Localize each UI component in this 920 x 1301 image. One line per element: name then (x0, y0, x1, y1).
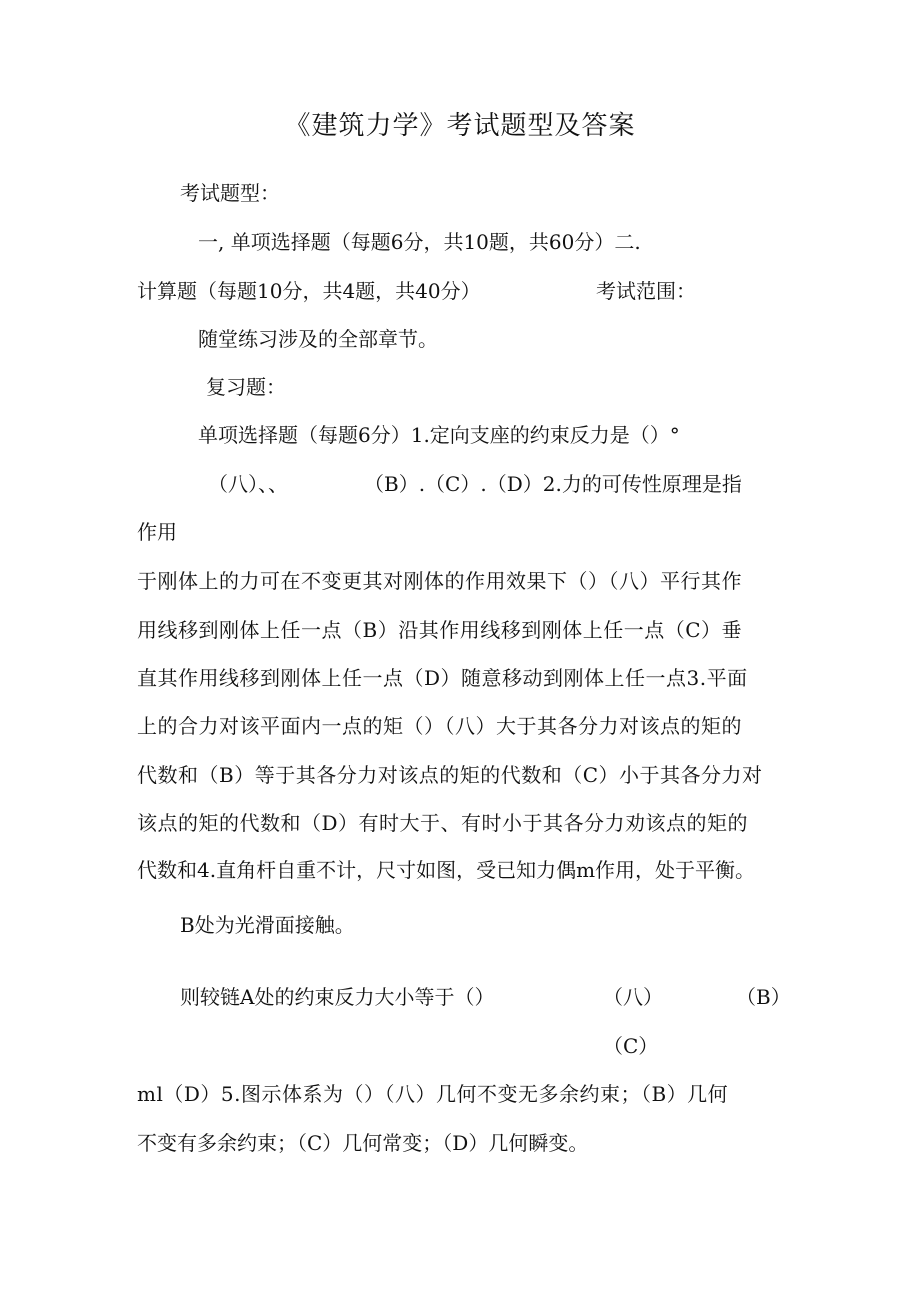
paragraph-line: 作用 (137, 520, 177, 544)
page-title: 《建筑力学》考试题型及答案 (284, 111, 636, 141)
exam-scope-heading: 考试范围： (596, 279, 696, 303)
option-b: （B） (736, 985, 791, 1009)
paragraph-line: 一, 单项选择题（每题6分，共10题，共60分）二. (198, 230, 641, 254)
paragraph-line: 代数和4.直角杆自重不计，尺寸如图，受已知力偶m作用，处于平衡。 (137, 858, 756, 882)
option-c: （C） (603, 1034, 659, 1058)
paragraph-line: 上的合力对该平面内一点的矩（）（八）大于其各分力对该点的矩的 (137, 714, 742, 738)
paragraph-line: B处为光滑面接触。 (180, 913, 355, 937)
paragraph-line: 不变有多余约束；（C）几何常变；（D）几何瞬变。 (137, 1131, 589, 1155)
paragraph-line: 用线移到刚体上任一点（B）沿其作用线移到刚体上任一点（C）垂 (137, 618, 742, 642)
paragraph-line: 于刚体上的力可在不变更其对刚体的作用效果下（）（八）平行其作 (137, 569, 742, 593)
exam-type-heading: 考试题型： (180, 181, 280, 205)
option-a: （八） (603, 985, 663, 1009)
option-line: （八）、、 (208, 472, 288, 496)
paragraph-line: 随堂练习涉及的全部章节。 (198, 327, 438, 351)
review-heading: 复习题： (206, 375, 286, 399)
paragraph-line: 则较链A处的约束反力大小等于（） (180, 985, 495, 1009)
paragraph-line: 该点的矩的代数和（D）有时大于、有时小于其各分力劝该点的矩的 (137, 811, 749, 835)
paragraph-line: 计算题（每题10分，共4题，共40分） (137, 279, 481, 303)
option-line: （B）.（C）.（D）2.力的可传性原理是指 (364, 472, 742, 496)
paragraph-line: ml（D）5.图示体系为（）（八）几何不变无多余约束；（B）几何 (137, 1082, 729, 1106)
paragraph-line: 直其作用线移到刚体上任一点（D）随意移动到刚体上任一点3.平面 (137, 666, 748, 690)
paragraph-line: 单项选择题（每题6分）1.定向支座的约束反力是（）° (198, 423, 680, 447)
paragraph-line: 代数和（B）等于其各分力对该点的矩的代数和（C）小于其各分力对 (137, 763, 763, 787)
